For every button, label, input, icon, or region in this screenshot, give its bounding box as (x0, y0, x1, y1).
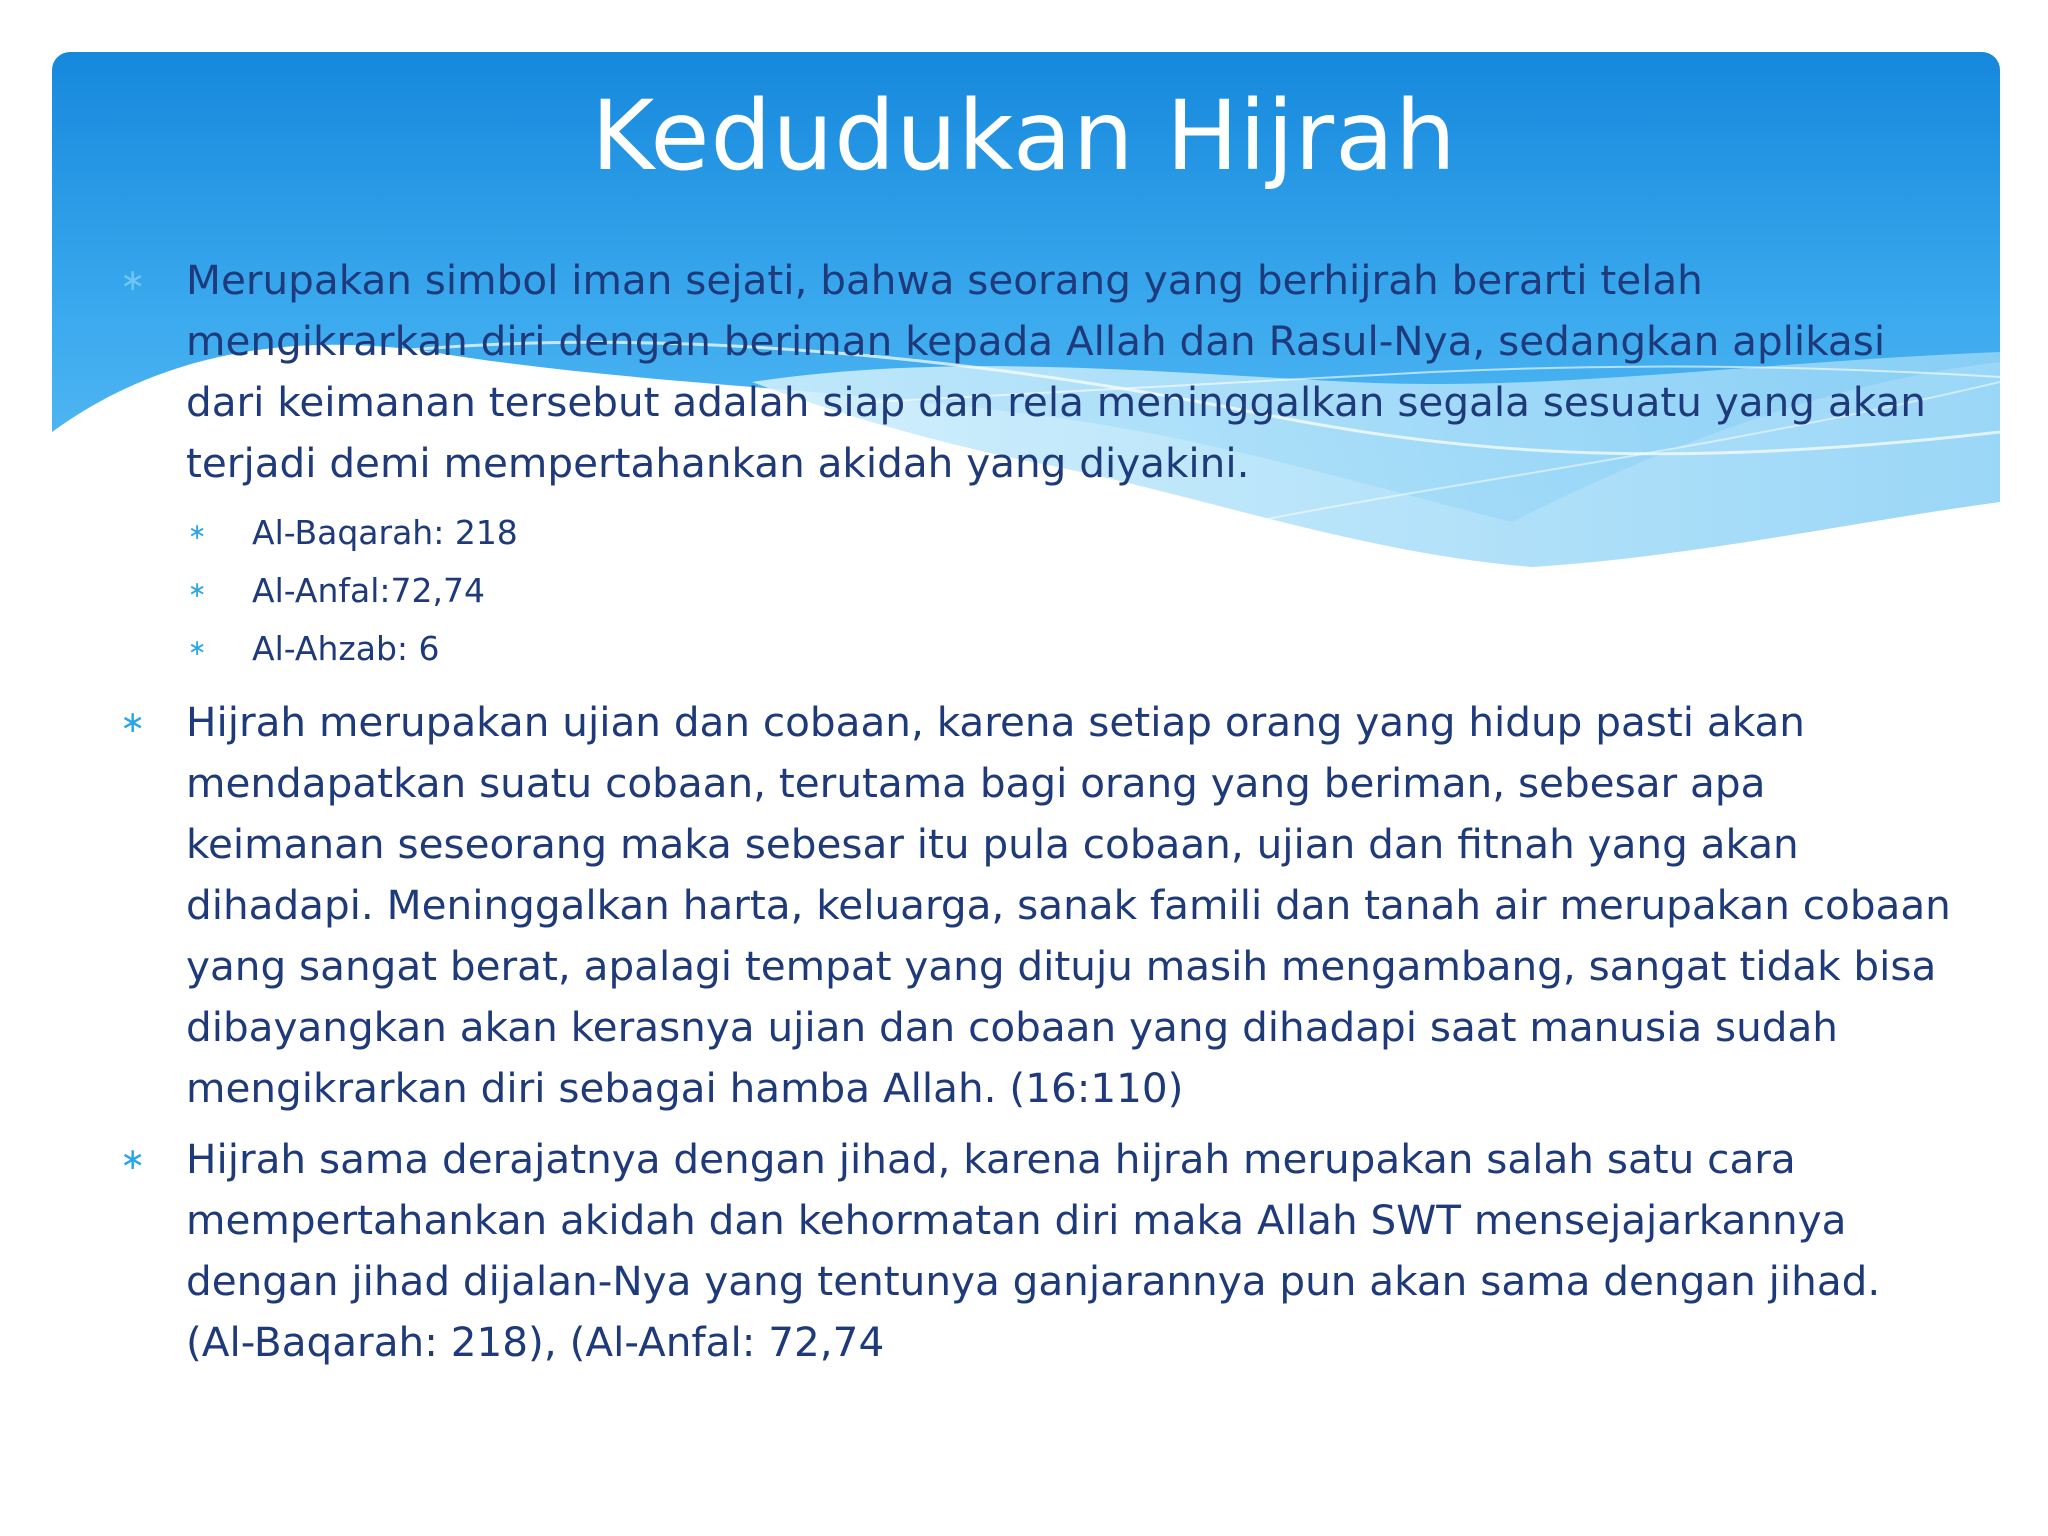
list-item (120, 1129, 1960, 1373)
bullet-asterisk-icon: ∗ (188, 636, 207, 661)
bullet-asterisk-icon: ∗ (188, 520, 207, 545)
sub-list-item (186, 562, 1960, 620)
bullet-asterisk-icon: ∗ (120, 705, 146, 740)
list-item-text: Hijrah merupakan ujian dan cobaan, karena setiap orang yang hidup pasti akan mendapatkan suatu cobaan, terutama bagi orang yang beriman, sebesar apa keimanan seseorang maka sebesar itu pula cobaan, ujian dan fitnah yang akan dihadapi. Meninggalkan harta, keluarga, sanak famili dan tanah air merupakan cobaan yang sangat berat, apalagi tempat yang dituju masih mengambang, sangat tidak bisa dibayangkan akan kerasnya ujian dan cobaan yang dihadapi saat manusia sudah mengikrarkan diri sebagai hamba Allah. (16:110) (186, 698, 1951, 1112)
bullet-asterisk-icon: ∗ (188, 578, 207, 603)
slide-title: Kedudukan Hijrah (591, 80, 1457, 192)
list-item (120, 692, 1960, 1119)
sub-list-item-text: Al-Baqarah: 218 (252, 513, 518, 552)
sub-list (186, 504, 1960, 678)
sub-list-item (186, 620, 1960, 678)
list-item-text: Merupakan simbol iman sejati, bahwa seorang yang berhijrah berarti telah mengikrarkan diri dengan beriman kepada Allah dan Rasul-Nya, sedangkan aplikasi dari keimanan tersebut adalah siap dan rela meninggalkan segala sesuatu yang akan terjadi demi mempertahankan akidah yang diyakini. (186, 256, 1926, 487)
bullet-asterisk-icon: ∗ (120, 263, 146, 298)
bullet-asterisk-icon: ∗ (120, 1142, 146, 1177)
bullet-list (120, 250, 1960, 1383)
list-item-text: Hijrah sama derajatnya dengan jihad, karena hijrah merupakan salah satu cara mempertahankan akidah dan kehormatan diri maka Allah SWT mensejajarkannya dengan jihad dijalan-Nya yang tentunya ganjarannya pun akan sama dengan jihad. (Al-Baqarah: 218), (Al-Anfal: 72,74 (186, 1135, 1881, 1366)
sub-list-item (186, 504, 1960, 562)
sub-list-item-text: Al-Ahzab: 6 (252, 629, 440, 668)
list-item (120, 250, 1960, 494)
sub-list-item-text: Al-Anfal:72,74 (252, 571, 486, 610)
